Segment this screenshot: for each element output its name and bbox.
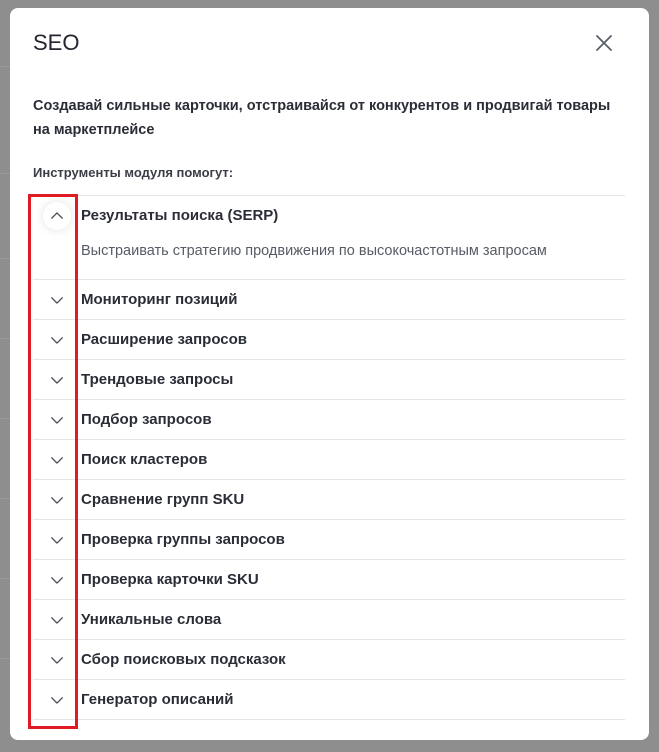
chevron-down-icon[interactable] — [33, 360, 81, 399]
chevron-down-icon[interactable] — [33, 640, 81, 679]
accordion-item — [33, 440, 625, 480]
accordion-header[interactable] — [33, 480, 625, 519]
seo-modal — [10, 8, 649, 740]
accordion-item — [33, 480, 625, 520]
accordion-label: Результаты поиска (SERP) — [81, 207, 279, 224]
accordion-item — [33, 520, 625, 560]
accordion-label: Уникальные слова — [81, 611, 222, 628]
accordion-label: Мониторинг позиций — [81, 291, 238, 308]
accordion-header[interactable] — [33, 520, 625, 559]
accordion-label: Проверка карточки SKU — [81, 571, 259, 588]
chevron-down-icon[interactable] — [33, 280, 81, 319]
tools-accordion — [33, 195, 625, 720]
close-icon — [596, 35, 612, 51]
accordion-label: Поиск кластеров — [81, 451, 208, 468]
accordion-item — [33, 400, 625, 440]
accordion-label: Проверка группы запросов — [81, 531, 285, 548]
chevron-down-icon[interactable] — [33, 400, 81, 439]
chevron-down-icon[interactable] — [33, 440, 81, 479]
accordion-item — [33, 280, 625, 320]
accordion-header[interactable] — [33, 280, 625, 319]
chevron-down-icon[interactable] — [33, 520, 81, 559]
accordion-item — [33, 680, 625, 720]
close-button[interactable] — [592, 31, 616, 55]
chevron-down-icon[interactable] — [33, 680, 81, 719]
accordion-description: Выстраивать стратегию продвижения по высокочастотным запросам — [81, 243, 547, 259]
accordion-header[interactable] — [33, 600, 625, 639]
accordion-label: Подбор запросов — [81, 411, 212, 428]
chevron-down-icon[interactable] — [33, 600, 81, 639]
accordion-item — [33, 320, 625, 360]
accordion-header[interactable] — [33, 360, 625, 399]
tools-label: Инструменты модуля помогут: — [33, 165, 234, 180]
accordion-header[interactable] — [33, 440, 625, 479]
modal-subtitle: Создавай сильные карточки, отстраивайся от конкурентов и продвигай товары на маркетплейсе — [33, 98, 611, 138]
chevron-up-icon[interactable] — [33, 196, 81, 235]
chevron-down-icon[interactable] — [33, 320, 81, 359]
accordion-item — [33, 560, 625, 600]
chevron-down-icon[interactable] — [33, 560, 81, 599]
accordion-label: Трендовые запросы — [81, 371, 234, 388]
accordion-header[interactable] — [33, 680, 625, 719]
modal-title: SEO — [33, 30, 80, 55]
accordion-header[interactable] — [33, 196, 625, 235]
accordion-item — [33, 196, 625, 280]
accordion-item — [33, 360, 625, 400]
accordion-label: Сбор поисковых подсказок — [81, 651, 286, 668]
accordion-header[interactable] — [33, 640, 625, 679]
accordion-header[interactable] — [33, 320, 625, 359]
accordion-label: Расширение запросов — [81, 331, 248, 348]
accordion-item — [33, 640, 625, 680]
chevron-down-icon[interactable] — [33, 480, 81, 519]
accordion-header[interactable] — [33, 560, 625, 599]
accordion-label: Сравнение групп SKU — [81, 491, 245, 508]
accordion-item — [33, 600, 625, 640]
accordion-label: Генератор описаний — [81, 691, 234, 708]
accordion-header[interactable] — [33, 400, 625, 439]
